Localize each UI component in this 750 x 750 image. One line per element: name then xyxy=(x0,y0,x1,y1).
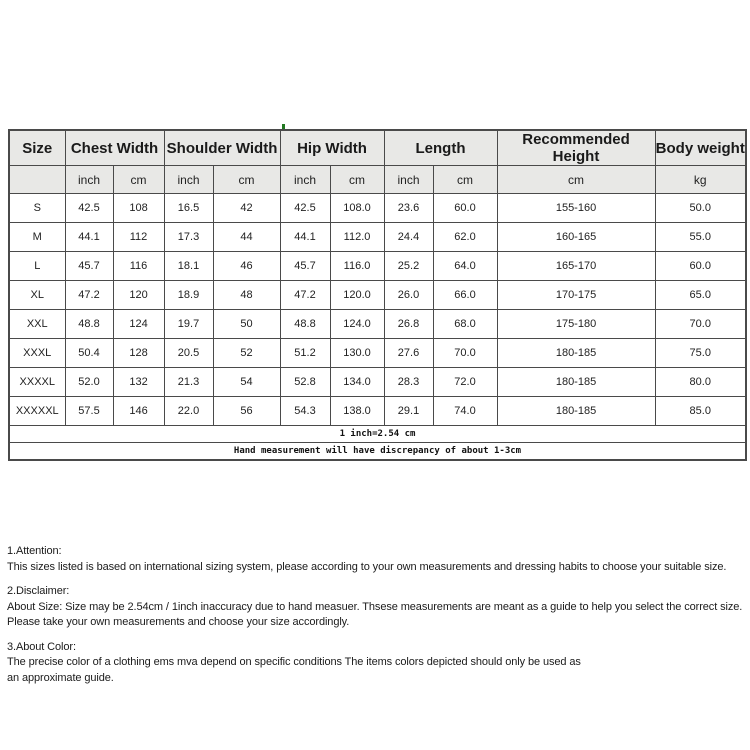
measurement-cell: 80.0 xyxy=(655,368,746,397)
footnote-inch-conversion: 1 inch=2.54 cm xyxy=(9,426,746,443)
size-table-row xyxy=(9,194,746,223)
size-label-cell: M xyxy=(9,223,65,252)
measurement-cell: 50 xyxy=(213,310,280,339)
measurement-cell: 46 xyxy=(213,252,280,281)
measurement-cell: 52.0 xyxy=(65,368,113,397)
measurement-cell: 138.0 xyxy=(330,397,384,426)
header-body-weight: Body weight xyxy=(655,130,746,166)
attention-body xyxy=(7,560,750,576)
measurement-cell: 180-185 xyxy=(497,397,655,426)
size-label-cell: XL xyxy=(9,281,65,310)
header-shoulder-width: Shoulder Width xyxy=(164,130,280,166)
measurement-cell: 146 xyxy=(113,397,164,426)
measurement-cell: 42.5 xyxy=(280,194,330,223)
measurement-cell: 165-170 xyxy=(497,252,655,281)
footnote-hand-measurement: Hand measurement will have discrepancy of about 1-3cm xyxy=(9,443,746,460)
size-label-cell: XXXL xyxy=(9,339,65,368)
about-color-title: 3.About Color: xyxy=(7,640,76,653)
measurement-cell: 18.1 xyxy=(164,252,213,281)
measurement-cell: 26.0 xyxy=(384,281,433,310)
attention-note xyxy=(7,544,750,575)
measurement-cell: 124.0 xyxy=(330,310,384,339)
size-label-cell: XXXXL xyxy=(9,368,65,397)
header-chest-width: Chest Width xyxy=(65,130,164,166)
measurement-cell: 132 xyxy=(113,368,164,397)
measurement-cell: 175-180 xyxy=(497,310,655,339)
attention-title: 1.Attention: xyxy=(7,545,62,557)
unit-cell-cm: cm xyxy=(330,166,384,194)
size-table-row xyxy=(9,281,746,310)
note-text-line: an approximate guide. xyxy=(7,671,114,684)
unit-cell-cm: cm xyxy=(433,166,497,194)
about-color-note xyxy=(7,640,750,687)
footnote-row xyxy=(9,443,746,460)
unit-cell-inch: inch xyxy=(280,166,330,194)
measurement-cell: 160-165 xyxy=(497,223,655,252)
measurement-cell: 55.0 xyxy=(655,223,746,252)
unit-cell-cm: cm xyxy=(213,166,280,194)
measurement-cell: 65.0 xyxy=(655,281,746,310)
disclaimer-note xyxy=(7,584,750,631)
disclaimer-body xyxy=(7,600,750,631)
measurement-cell: 62.0 xyxy=(433,223,497,252)
table-units-row xyxy=(9,166,746,194)
measurement-cell: 47.2 xyxy=(65,281,113,310)
size-table-body xyxy=(9,194,746,426)
measurement-cell: 68.0 xyxy=(433,310,497,339)
size-table-row xyxy=(9,339,746,368)
header-size: Size xyxy=(9,130,65,166)
measurement-cell: 48.8 xyxy=(280,310,330,339)
unit-cell-cm: cm xyxy=(113,166,164,194)
measurement-cell: 54.3 xyxy=(280,397,330,426)
measurement-cell: 108 xyxy=(113,194,164,223)
measurement-cell: 44 xyxy=(213,223,280,252)
unit-cell-inch: inch xyxy=(65,166,113,194)
unit-cell-kg: kg xyxy=(655,166,746,194)
measurement-cell: 180-185 xyxy=(497,368,655,397)
measurement-cell: 44.1 xyxy=(65,223,113,252)
measurement-cell: 54 xyxy=(213,368,280,397)
note-text-line: This sizes listed is based on international sizing system, please according to your own measurements and dressing habits to choose your suitable size. xyxy=(7,560,727,573)
measurement-cell: 51.2 xyxy=(280,339,330,368)
table-header-row xyxy=(9,130,746,166)
measurement-cell: 47.2 xyxy=(280,281,330,310)
about-color-body xyxy=(7,655,750,686)
measurement-cell: 155-160 xyxy=(497,194,655,223)
size-label-cell: XXXXXL xyxy=(9,397,65,426)
size-table-row xyxy=(9,223,746,252)
size-table-row xyxy=(9,252,746,281)
measurement-cell: 18.9 xyxy=(164,281,213,310)
measurement-cell: 134.0 xyxy=(330,368,384,397)
measurement-cell: 112.0 xyxy=(330,223,384,252)
unit-cell-inch: inch xyxy=(164,166,213,194)
measurement-cell: 24.4 xyxy=(384,223,433,252)
measurement-cell: 50.4 xyxy=(65,339,113,368)
measurement-cell: 56 xyxy=(213,397,280,426)
measurement-cell: 70.0 xyxy=(655,310,746,339)
measurement-cell: 22.0 xyxy=(164,397,213,426)
measurement-cell: 28.3 xyxy=(384,368,433,397)
measurement-cell: 130.0 xyxy=(330,339,384,368)
note-text-line: The precise color of a clothing ems mva depend on specific conditions The items colors depicted should only be used as xyxy=(7,656,581,668)
header-recommended-height: Recommended Height xyxy=(497,130,655,166)
measurement-cell: 120 xyxy=(113,281,164,310)
measurement-cell: 116 xyxy=(113,252,164,281)
measurement-cell: 16.5 xyxy=(164,194,213,223)
measurement-cell: 108.0 xyxy=(330,194,384,223)
measurement-cell: 23.6 xyxy=(384,194,433,223)
size-label-cell: S xyxy=(9,194,65,223)
measurement-cell: 170-175 xyxy=(497,281,655,310)
unit-cell-cm: cm xyxy=(497,166,655,194)
measurement-cell: 27.6 xyxy=(384,339,433,368)
measurement-cell: 120.0 xyxy=(330,281,384,310)
measurement-cell: 64.0 xyxy=(433,252,497,281)
header-hip-width: Hip Width xyxy=(280,130,384,166)
note-text-line: Please take your own measurements and choose your size accordingly. xyxy=(7,616,350,628)
measurement-cell: 74.0 xyxy=(433,397,497,426)
measurement-cell: 26.8 xyxy=(384,310,433,339)
measurement-cell: 45.7 xyxy=(280,252,330,281)
notes-section xyxy=(7,544,750,695)
size-table-row xyxy=(9,397,746,426)
size-label-cell: XXL xyxy=(9,310,65,339)
size-table-row xyxy=(9,368,746,397)
size-table-row xyxy=(9,310,746,339)
measurement-cell: 52.8 xyxy=(280,368,330,397)
measurement-cell: 29.1 xyxy=(384,397,433,426)
measurement-cell: 70.0 xyxy=(433,339,497,368)
measurement-cell: 57.5 xyxy=(65,397,113,426)
measurement-cell: 48.8 xyxy=(65,310,113,339)
measurement-cell: 124 xyxy=(113,310,164,339)
measurement-cell: 42 xyxy=(213,194,280,223)
measurement-cell: 60.0 xyxy=(655,252,746,281)
measurement-cell: 20.5 xyxy=(164,339,213,368)
measurement-cell: 48 xyxy=(213,281,280,310)
measurement-cell: 17.3 xyxy=(164,223,213,252)
measurement-cell: 19.7 xyxy=(164,310,213,339)
measurement-cell: 60.0 xyxy=(433,194,497,223)
size-chart-table xyxy=(8,129,747,461)
disclaimer-title: 2.Disclaimer: xyxy=(7,585,70,597)
measurement-cell: 21.3 xyxy=(164,368,213,397)
measurement-cell: 44.1 xyxy=(280,223,330,252)
measurement-cell: 75.0 xyxy=(655,339,746,368)
measurement-cell: 112 xyxy=(113,223,164,252)
measurement-cell: 128 xyxy=(113,339,164,368)
measurement-cell: 72.0 xyxy=(433,368,497,397)
header-length: Length xyxy=(384,130,497,166)
measurement-cell: 50.0 xyxy=(655,194,746,223)
size-label-cell: L xyxy=(9,252,65,281)
note-text-line: About Size: Size may be 2.54cm / 1inch inaccuracy due to hand measuer. Thsese measurements are meant as a guide to help you select the correct size. xyxy=(7,600,743,613)
measurement-cell: 42.5 xyxy=(65,194,113,223)
measurement-cell: 52 xyxy=(213,339,280,368)
footnote-row xyxy=(9,426,746,443)
measurement-cell: 85.0 xyxy=(655,397,746,426)
measurement-cell: 180-185 xyxy=(497,339,655,368)
measurement-cell: 116.0 xyxy=(330,252,384,281)
measurement-cell: 66.0 xyxy=(433,281,497,310)
unit-cell-empty xyxy=(9,166,65,194)
measurement-cell: 25.2 xyxy=(384,252,433,281)
unit-cell-inch: inch xyxy=(384,166,433,194)
measurement-cell: 45.7 xyxy=(65,252,113,281)
